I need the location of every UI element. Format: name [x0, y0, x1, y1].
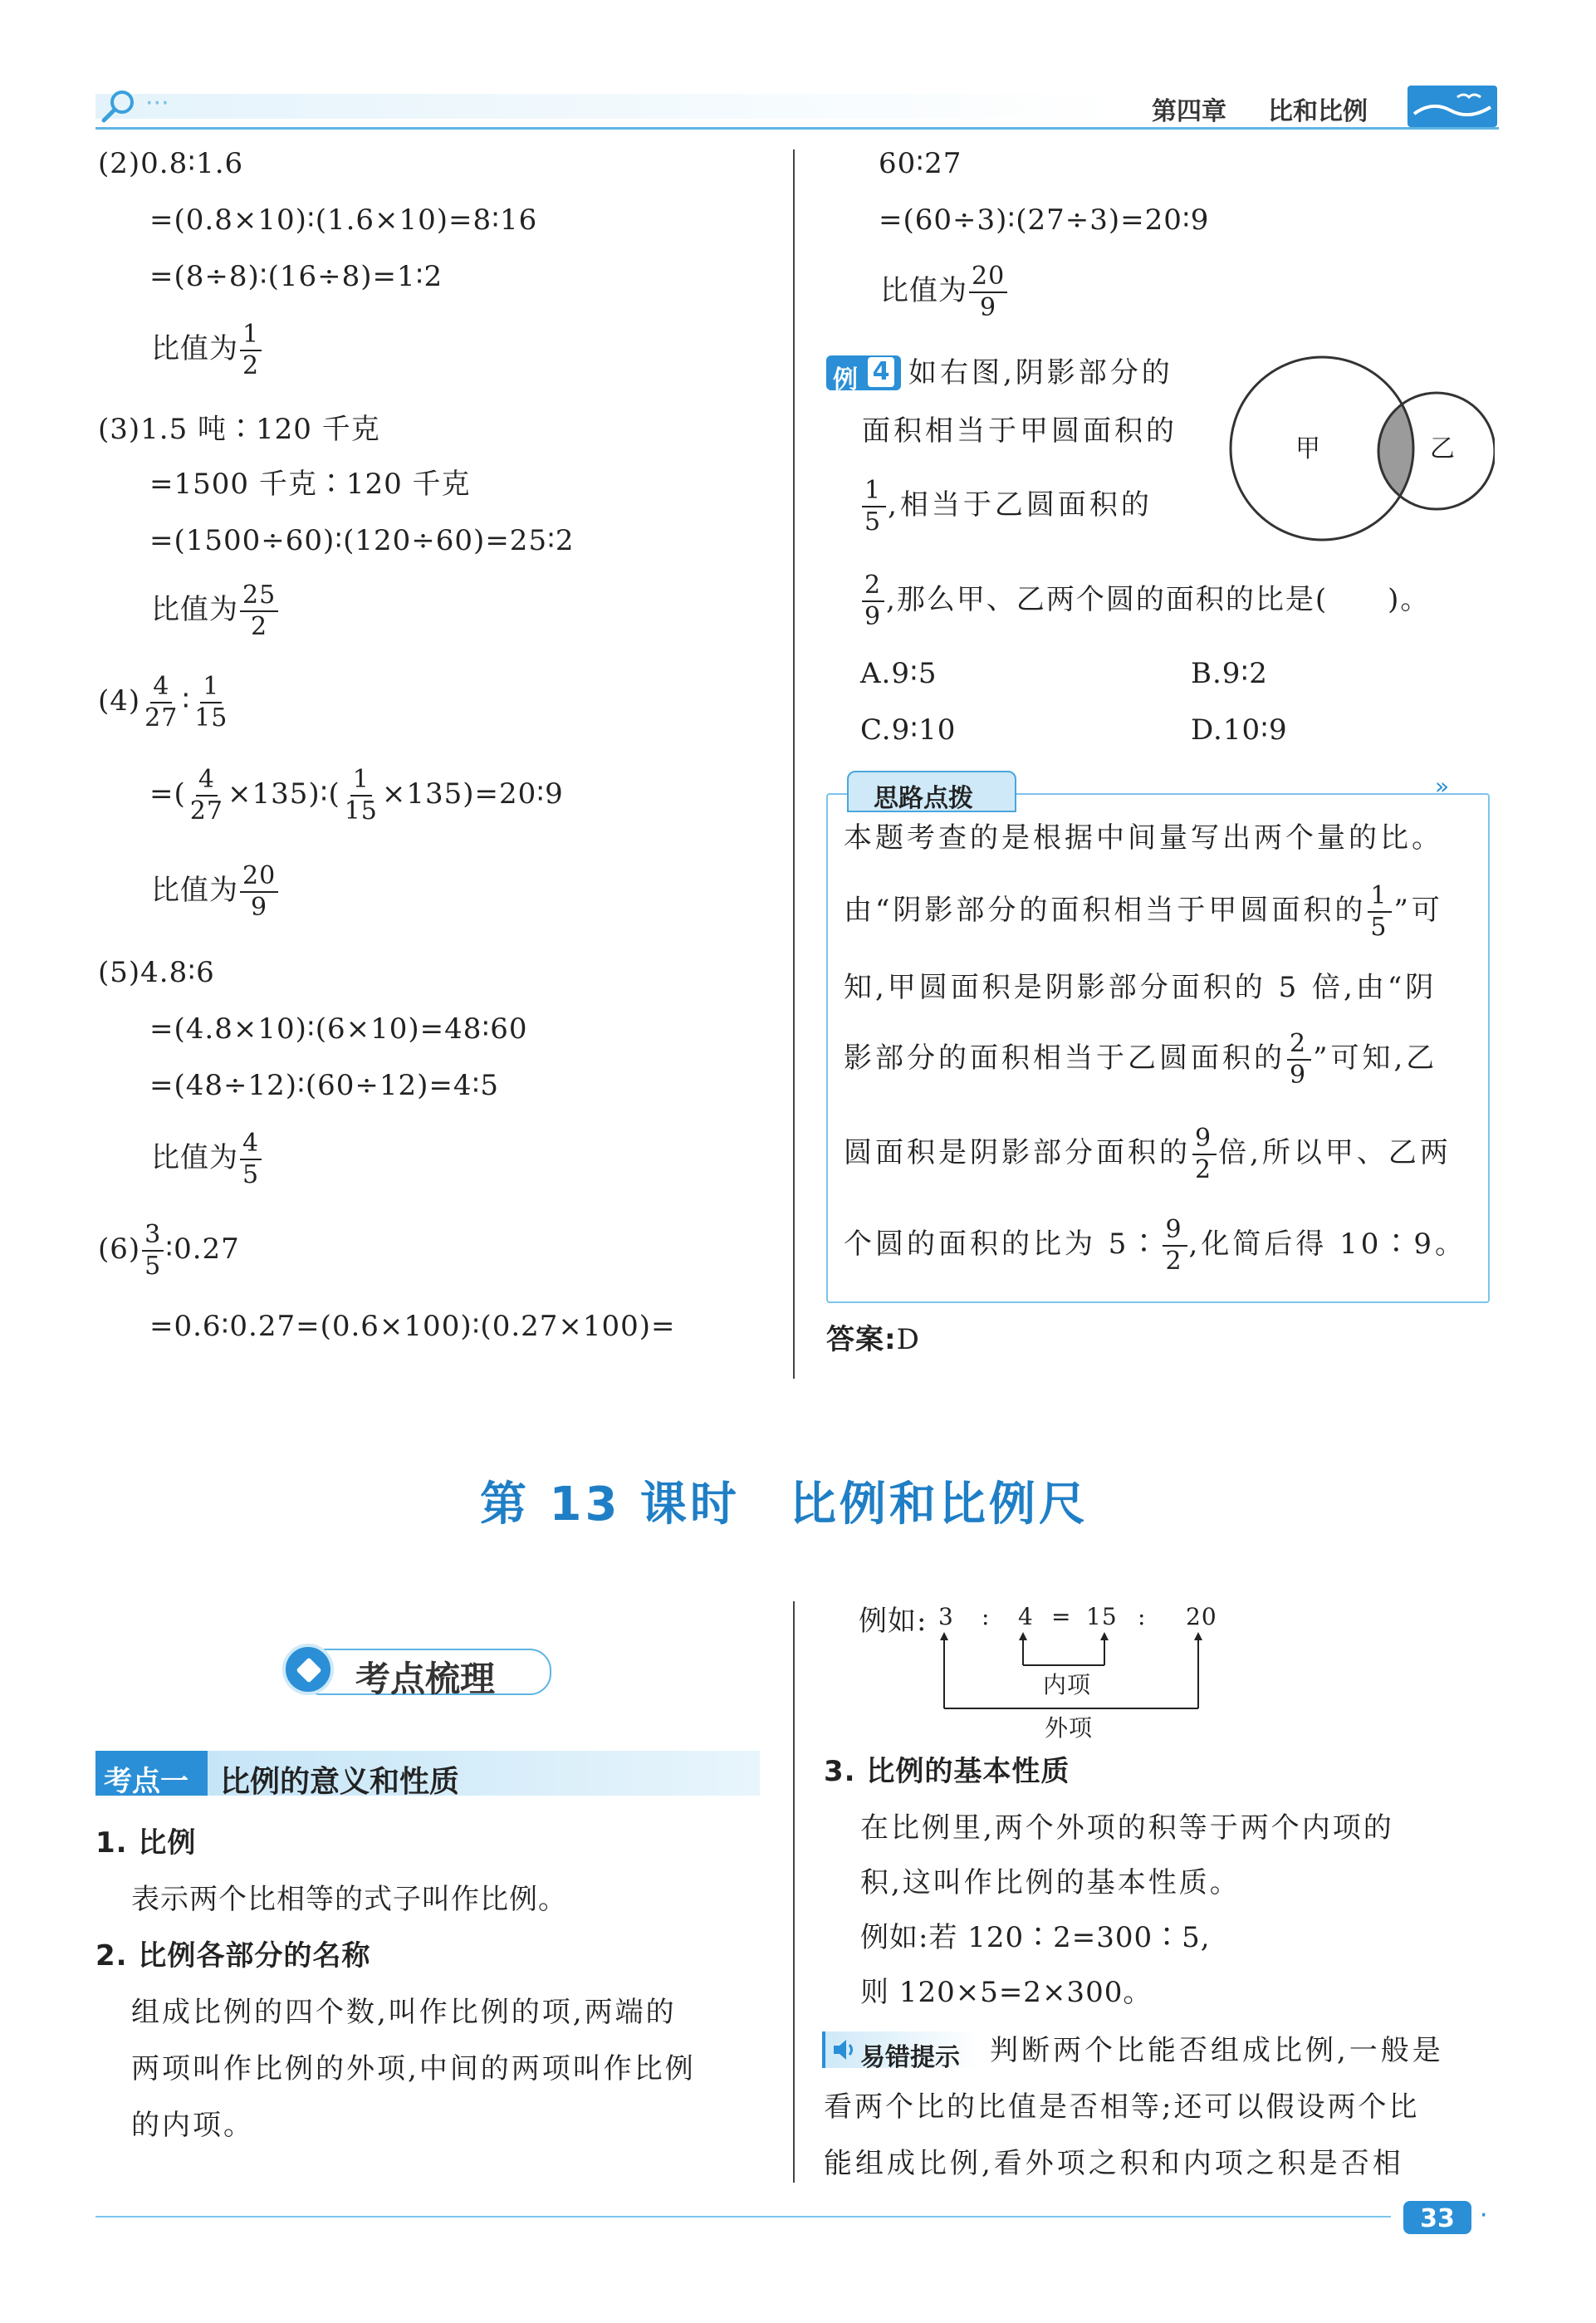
option-d: D.10∶9 [1191, 713, 1288, 747]
heading-1: 1. 比例 [95, 1826, 197, 1860]
circle-b-label: 乙 [1430, 434, 1456, 463]
page-header [95, 79, 1499, 129]
thinking-line6: 个圆的面积的比为 5∶ $\frac{9}{2}$ ,化简后得 10∶9。 [844, 1215, 1467, 1276]
wave-bird-icon [1408, 86, 1497, 127]
thinking-tab [847, 771, 1016, 812]
cont-line1: 60∶27 [879, 147, 962, 180]
colon-2: : [1138, 1603, 1147, 1630]
p6-line1: (6) $\frac{3}{5}$ ∶0.27 [98, 1220, 240, 1281]
kp-title: 比例的意义和性质 [220, 1765, 460, 1799]
tip-label: 易错提示 [860, 2043, 960, 2072]
term-a: 3 [938, 1603, 954, 1630]
value-label: 比值为 [151, 593, 238, 626]
heading-3: 3. 比例的基本性质 [824, 1755, 1070, 1788]
definition-2-line1: 组成比例的四个数,叫作比例的项,两端的 [131, 1996, 677, 2029]
page-number: 33 [1420, 2204, 1455, 2233]
property-line2: 积,这叫作比例的基本性质。 [860, 1866, 1241, 1899]
search-icon [99, 87, 140, 125]
example-line4: $\frac{2}{9}$ ,那么甲、乙两个圆的面积的比是( )。 [860, 573, 1430, 630]
footer-dot: · [1480, 2201, 1488, 2230]
example-line3: $\frac{1}{5}$ ,相当于乙圆面积的 [860, 478, 1153, 535]
tip-line3: 能组成比例,看外项之积和内项之积是否相 [824, 2147, 1404, 2180]
p2-line3: =(8÷8)∶(16÷8)=1∶2 [149, 260, 443, 293]
badge-circle [282, 1644, 334, 1695]
tip-line1: 判断两个比能否组成比例,一般是 [990, 2034, 1444, 2067]
tip-line2: 看两个比的比值是否相等;还可以假设两个比 [824, 2090, 1420, 2124]
p5-line3: =(48÷12)∶(60÷12)=4∶5 [149, 1069, 500, 1102]
answer [826, 1323, 920, 1356]
term-c: 15 [1086, 1603, 1118, 1630]
example-number: 4 [868, 357, 894, 387]
search-dots: ··· [145, 89, 169, 118]
kp-tag-label: 考点一 [104, 1765, 188, 1798]
inner-terms-label: 内项 [1043, 1671, 1092, 1698]
thinking-line2: 由“阴影部分的面积相当于甲圆面积的 $\frac{1}{5}$ ”可 [844, 881, 1443, 942]
thinking-line1: 本题考查的是根据中间量写出两个量的比。 [844, 821, 1443, 855]
colon-1: : [982, 1603, 991, 1630]
property-line1: 在比例里,两个外项的积等于两个内项的 [860, 1811, 1394, 1845]
header-band [95, 94, 1125, 119]
speaker-icon [830, 2036, 857, 2063]
property-line3: 例如:若 120∶2=300∶5, [860, 1921, 1211, 1954]
thinking-line5: 圆面积是阴影部分面积的 $\frac{9}{2}$ 倍,所以甲、乙两 [844, 1124, 1452, 1184]
fraction: $\frac{1}{2}$ [240, 322, 262, 379]
example-line2: 面积相当于甲圆面积的 [862, 414, 1177, 448]
term-d: 20 [1186, 1603, 1217, 1630]
lesson-title: 第 13 课时 比例和比例尺 [480, 1478, 1089, 1532]
p3-line3: =(1500÷60)∶(120÷60)=25∶2 [149, 524, 575, 557]
answer-value: D [896, 1323, 920, 1356]
thinking-title: 思路点拨 [874, 784, 973, 813]
outer-terms-label: 外项 [1045, 1714, 1094, 1742]
p2-ratio-value [151, 322, 263, 379]
thinking-line3: 知,甲圆面积是阴影部分面积的 5 倍,由“阴 [844, 971, 1437, 1004]
page-number-badge [1403, 2201, 1471, 2234]
definition-2-line2: 两项叫作比例的外项,中间的两项叫作比例 [131, 2052, 696, 2085]
p3-ratio-value [151, 583, 280, 640]
definition-1: 表示两个比相等的式子叫作比例。 [131, 1883, 567, 1916]
property-line4: 则 120×5=2×300。 [860, 1976, 1153, 2009]
p5-line2: =(4.8×10)∶(6×10)=48∶60 [149, 1012, 528, 1046]
example-label: 例 [833, 365, 858, 395]
p3-line1: (3)1.5 吨∶120 千克 [98, 413, 380, 446]
cont-line2: =(60÷3)∶(27÷3)=20∶9 [879, 203, 1210, 237]
kp-bar [95, 1751, 760, 1799]
column-divider-bottom [793, 1601, 795, 2183]
book-icon [296, 1657, 321, 1683]
chapter-title: 比和比例 [1268, 97, 1368, 126]
equals: = [1051, 1603, 1072, 1630]
option-c: C.9∶10 [860, 713, 957, 747]
p3-line2: =1500 千克∶120 千克 [149, 468, 471, 501]
double-chevron-icon: » [1435, 772, 1450, 800]
circle-a-label: 甲 [1295, 434, 1321, 463]
definition-2-line3: 的内项。 [131, 2109, 254, 2142]
option-a: A.9∶5 [860, 657, 938, 690]
value-label: 比值为 [151, 332, 238, 365]
chapter-label: 第四章 [1152, 97, 1226, 126]
p6-line2: =0.6∶0.27=(0.6×100)∶(0.27×100)= [149, 1310, 676, 1343]
diagram-label: 例如: [859, 1605, 928, 1638]
p4-ratio-value: 比值为 $\frac{20}{9}$ [151, 864, 280, 920]
term-b: 4 [1018, 1603, 1034, 1630]
kp-tag [95, 1751, 208, 1796]
p4-line1: (4) $\frac{4}{27}$ ∶ $\frac{1}{15}$ [98, 672, 228, 733]
proportion-diagram [855, 1599, 1237, 1740]
p4-line2: =( $\frac{4}{27}$ ×135)∶( $\frac{1}{15}$ ×135)=20∶9 [149, 765, 564, 826]
p5-line1: (5)4.8∶6 [98, 956, 215, 989]
example-badge [826, 355, 901, 395]
column-divider-top [793, 149, 795, 1379]
cont-ratio-value: 比值为 $\frac{20}{9}$ [880, 264, 1009, 321]
section-badge-label: 考点梳理 [355, 1659, 496, 1699]
fraction: $\frac{25}{2}$ [240, 583, 278, 640]
footer-rule [95, 2216, 1391, 2218]
thinking-line4: 影部分的面积相当于乙圆面积的 $\frac{2}{9}$ ”可知,乙 [844, 1029, 1438, 1090]
example-line1: 如右图,阴影部分的 [908, 356, 1173, 390]
tip-tag [822, 2031, 979, 2072]
option-b: B.9∶2 [1191, 657, 1268, 690]
p5-ratio-value: 比值为 $\frac{4}{5}$ [151, 1131, 263, 1188]
heading-2: 2. 比例各部分的名称 [95, 1939, 371, 1973]
p2-line2: =(0.8×10)∶(1.6×10)=8∶16 [149, 203, 538, 237]
p2-line1: (2)0.8∶1.6 [98, 147, 244, 180]
answer-label: 答案: [826, 1323, 897, 1356]
header-rule [95, 127, 1499, 130]
section-badge [282, 1640, 556, 1698]
